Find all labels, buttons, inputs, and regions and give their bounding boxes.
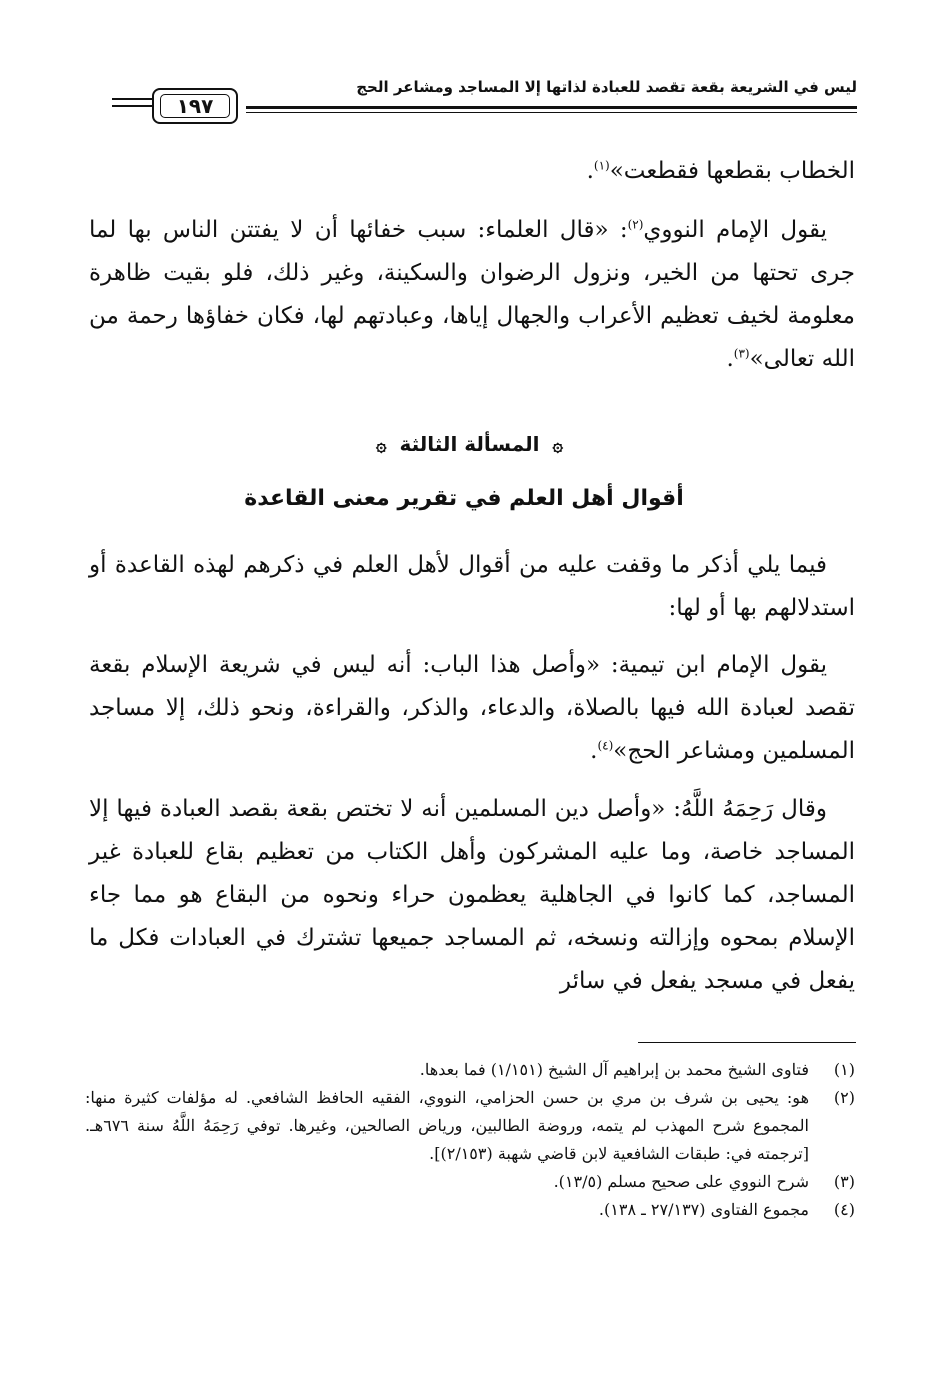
ornament-icon: ۞ (552, 435, 564, 456)
footnote: (٢) هو: يحيى بن شرف بن مري بن حسن الحزامي، النووي، الفقيه الحافظ الشافعي. له مؤلفات كثيرة منها: المجموع شرح المهذب لم يتمه، وروضة الطالبين، ورياض الصالحين، وغيرها. توفي رَحِمَهُ اللَّهُ سنة ٦٧٦هـ. [ترجمته في: طبقات الشافعية لابن قاضي شهبة (٢/١٥٣)]. (85, 1088, 855, 1163)
paragraph-1: الخطاب بقطعها فقطعت»$^{(١)}$. (586, 158, 855, 184)
page-number: ١٩٧ (160, 94, 230, 118)
footnote-ref: (٣) (733, 346, 750, 361)
header-rule (246, 106, 857, 109)
page-number-frame (152, 88, 238, 124)
section-label: ۞ المسألة الثالثة ۞ (0, 432, 939, 456)
footnote: (٤) مجموع الفتاوى (٢٧/١٣٧ ـ ١٣٨). (598, 1200, 855, 1219)
ornament-icon: ۞ (375, 435, 387, 456)
paragraph-4: يقول الإمام ابن تيمية: «وأصل هذا الباب: أنه ليس في شريعة الإسلام بقعة تقصد لعبادة الله فيها بالصلاة، والدعاء، والذكر، والقراءة، ونحو ذلك، إلا مساجد المسلمين ومشاعر الحج»$^{(٤)}$. (89, 652, 855, 764)
paragraph-3: فيما يلي أذكر ما وقفت عليه من أقوال لأهل العلم في ذكرهم لهذه القاعدة أو استدلالهم بها أو لها: (89, 552, 855, 621)
running-header: ليس في الشريعة بقعة تقصد للعبادة لذاتها إلا المساجد ومشاعر الحج (356, 78, 857, 96)
header-rule-thin (246, 112, 857, 113)
page-number-lines (112, 98, 152, 108)
section-heading: أقوال أهل العلم في تقرير معنى القاعدة (244, 486, 684, 511)
footnote-ref: (١) (593, 158, 610, 173)
footnote: (١) فتاوى الشيخ محمد بن إبراهيم آل الشيخ (١/١٥١) فما بعدها. (419, 1060, 855, 1079)
footnote-separator (638, 1042, 856, 1043)
footnotes (85, 1056, 855, 1224)
footnote-ref: (٢) (627, 217, 644, 232)
footnote-ref: (٤) (597, 738, 614, 753)
paragraph-5: وقال رَحِمَهُ اللَّهُ: «وأصل دين المسلمين أنه لا تختص بقعة بقصد العبادة فيها إلا المساجد خاصة، وما عليه المشركون وأهل الكتاب من تعظيم بقاع للعبادة غير المساجد، كما كانوا في الجاهلية يعظمون حراء ونحوه من البقاع هو مما جاء الإسلام بمحوه وإزالته ونسخه، ثم المساجد جميعها تشترك في العبادات فكل ما يفعل في مسجد يفعل في سائر (89, 796, 855, 994)
paragraph-2: يقول الإمام النووي$^{(٢)}$: «قال العلماء: سبب خفائها أن لا يفتتن الناس بها لما جرى تحتها من الخير، ونزول الرضوان والسكينة، وغير ذلك، فلو بقيت ظاهرة معلومة لخيف تعظيم الأعراب والجهال إياها، وعبادتهم لها، فكان خفاؤها رحمة من الله تعالى»$^{(٣)}$. (89, 217, 855, 372)
footnote: (٣) شرح النووي على صحيح مسلم (١٣/٥). (553, 1172, 855, 1191)
